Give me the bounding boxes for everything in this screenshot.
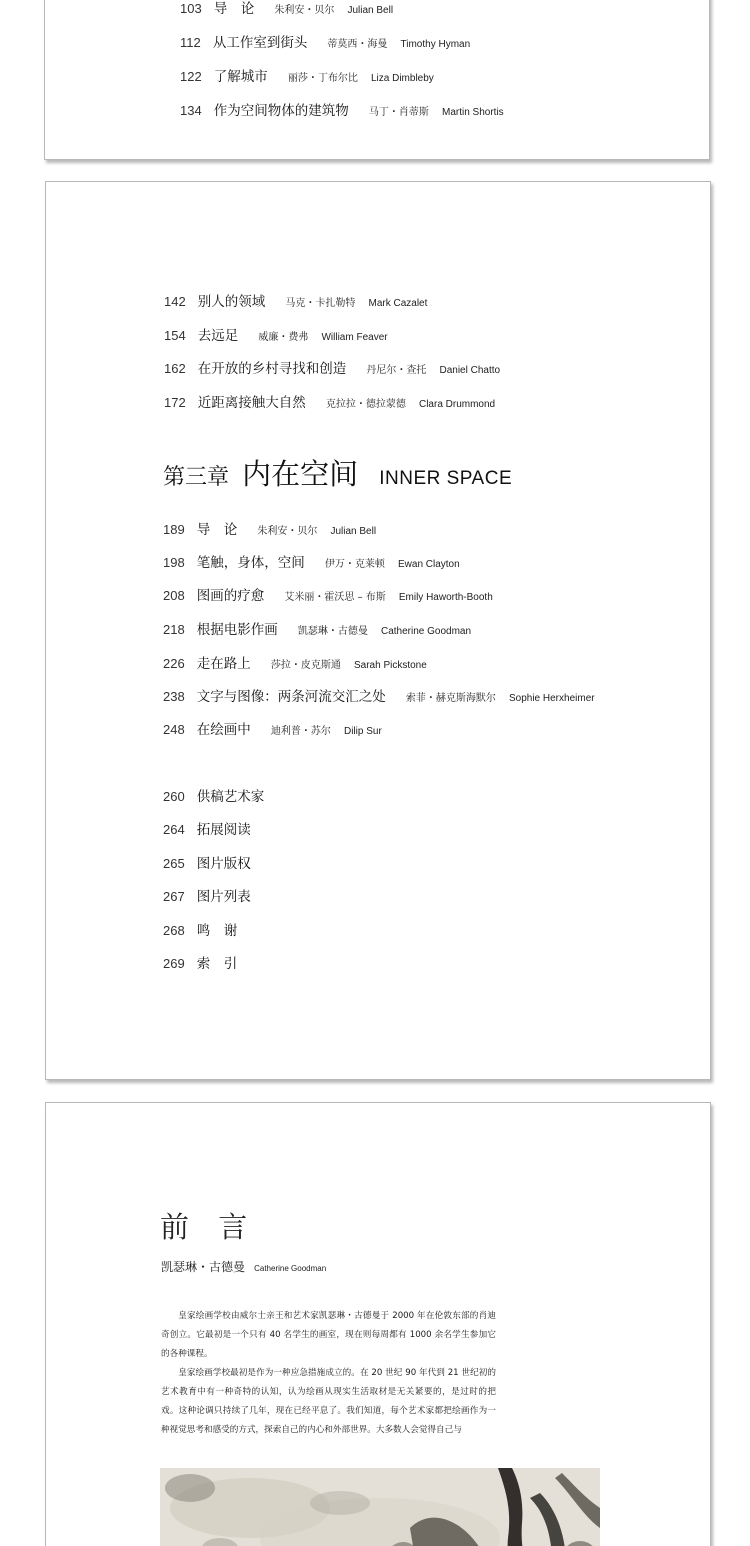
preface-paragraph: 皇家绘画学校最初是作为一种应急措施成立的。在 20 世纪 90 年代到 21 世纪初的艺术教育中有一种奇特的认知，认为绘画从现实生活取材是无关紧要的，是过时的把戏。这种论调只持续了几年，现在已经平息了。我们知道，每个艺术家都把绘画作为一种视觉思考和感受的方式，探索自己的内心和外部世界。大多数人会觉得自己与: [161, 1368, 496, 1435]
toc-page-number: 226: [163, 656, 185, 671]
toc-entry: [164, 327, 388, 344]
toc-author-cn: 朱利安・贝尔: [274, 5, 335, 16]
toc-title: 鸣 谢: [196, 923, 238, 939]
toc-author-en: Dilip Sur: [343, 726, 382, 737]
toc-page-number: 238: [163, 689, 185, 704]
toc-title: 从工作室到街头: [212, 35, 308, 51]
toc-author-en: Daniel Chatto: [439, 365, 501, 376]
toc-author-cn: 克拉拉・德拉蒙德: [325, 399, 406, 410]
toc-title: 作为空间物体的建筑物: [213, 103, 349, 119]
toc-entry-back: [163, 955, 252, 972]
toc-entry: [163, 621, 471, 638]
preface-paragraph: 皇家绘画学校由威尔士亲王和艺术家凯瑟琳・古德曼于 2000 年在伦敦东部的肖迪奇创立。它最初是一个只有 40 名学生的画室，现在则每周都有 1000 余名学生参加它的各种课程。: [161, 1311, 496, 1359]
toc-author-cn: 丽莎・丁布尔比: [287, 73, 358, 84]
toc-author-cn: 艾米丽・霍沃思 – 布斯: [284, 592, 386, 603]
toc-entry: [180, 0, 393, 17]
toc-title: 在绘画中: [196, 722, 251, 738]
preface-body: [161, 1307, 496, 1440]
toc-author-en: Sophie Herxheimer: [508, 693, 595, 704]
toc-title: 拓展阅读: [196, 822, 251, 838]
toc-author-en: Timothy Hyman: [400, 39, 471, 50]
toc-author-en: Ewan Clayton: [397, 559, 460, 570]
toc-author-cn: 莎拉・皮克斯通: [270, 660, 341, 671]
toc-page-number: 267: [163, 889, 185, 904]
toc-entry: [163, 655, 427, 672]
page-toc-part-2: [45, 181, 711, 1080]
chapter-heading: [163, 457, 513, 491]
toc-entry: [180, 102, 504, 119]
toc-entry: [180, 68, 434, 85]
toc-title: 导 论: [213, 1, 255, 17]
toc-title: 了解城市: [213, 69, 268, 85]
toc-entry: [164, 360, 500, 377]
chapter-title: 内在空间: [242, 457, 359, 491]
toc-page-number: 264: [163, 822, 185, 837]
toc-author-cn: 丹尼尔・查托: [366, 365, 427, 376]
toc-page-number: 122: [180, 69, 202, 84]
toc-title: 图片版权: [196, 856, 251, 872]
toc-author-cn: 朱利安・贝尔: [257, 526, 318, 537]
toc-author-en: Julian Bell: [330, 526, 377, 537]
toc-page-number: 142: [164, 294, 186, 309]
toc-entry-back: [163, 788, 279, 805]
toc-page-number: 112: [180, 35, 201, 50]
chapter-title-en: INNER SPACE: [379, 468, 513, 489]
toc-entry-back: [163, 888, 266, 905]
toc-author-en: William Feaver: [321, 332, 388, 343]
toc-title: 供稿艺术家: [196, 789, 265, 805]
toc-entry: [163, 554, 460, 571]
toc-author-en: Emily Haworth-Booth: [398, 592, 493, 603]
toc-author-en: Liza Dimbleby: [370, 73, 434, 84]
toc-page-number: 189: [163, 522, 185, 537]
toc-author-en: Clara Drummond: [418, 399, 496, 410]
toc-title: 导 论: [196, 522, 238, 538]
toc-page-number: 218: [163, 622, 185, 637]
toc-title: 笔触，身体，空间: [196, 555, 305, 571]
toc-entry: [163, 587, 493, 604]
toc-entry: [163, 688, 595, 705]
toc-page-number: 103: [180, 1, 202, 16]
preface-title: 前 言: [160, 1210, 258, 1244]
toc-author-cn: 迪利普・苏尔: [270, 726, 331, 737]
toc-author-en: Sarah Pickstone: [353, 660, 427, 671]
preface-author-en: Catherine Goodman: [254, 1264, 327, 1273]
page-toc-part-1: [44, 0, 710, 160]
page-preface: [45, 1102, 711, 1546]
toc-entry: [163, 721, 382, 738]
toc-entry: [180, 34, 470, 51]
toc-page-number: 172: [164, 395, 186, 410]
toc-title: 别人的领域: [197, 294, 266, 310]
toc-entry-back: [163, 821, 266, 838]
toc-author-cn: 威廉・费弗: [258, 332, 309, 343]
chapter-label: 第三章: [163, 465, 230, 490]
toc-title: 图片列表: [196, 889, 251, 905]
toc-author-cn: 伊万・克莱顿: [324, 559, 385, 570]
toc-author-cn: 马丁・肖蒂斯: [368, 107, 429, 118]
toc-page-number: 269: [163, 956, 185, 971]
toc-entry: [164, 293, 427, 310]
toc-author-cn: 马克・卡扎勒特: [285, 298, 356, 309]
toc-page-number: 208: [163, 588, 185, 603]
toc-entry: [163, 521, 376, 538]
toc-title: 根据电影作画: [196, 622, 278, 638]
toc-author-cn: 索菲・赫克斯海默尔: [405, 693, 496, 704]
toc-author-en: Catherine Goodman: [380, 626, 472, 637]
toc-author-en: Mark Cazalet: [368, 298, 428, 309]
toc-title: 去远足: [197, 328, 239, 344]
toc-page-number: 198: [163, 555, 185, 570]
toc-author-en: Martin Shortis: [441, 107, 504, 118]
toc-page-number: 134: [180, 103, 202, 118]
toc-page-number: 260: [163, 789, 185, 804]
toc-title: 索 引: [196, 956, 238, 972]
toc-author-en: Julian Bell: [347, 5, 394, 16]
toc-author-cn: 凯瑟琳・古德曼: [297, 626, 368, 637]
toc-title: 走在路上: [196, 656, 251, 672]
toc-title: 图画的疗愈: [196, 588, 265, 604]
toc-author-cn: 蒂莫西・海曼: [327, 39, 388, 50]
toc-page-number: 154: [164, 328, 186, 343]
toc-entry-back: [163, 922, 252, 939]
artwork-image: [160, 1468, 600, 1546]
ink-drawing-illustration: [160, 1468, 600, 1546]
toc-title: 近距离接触大自然: [197, 395, 306, 411]
toc-title: 在开放的乡村寻找和创造: [197, 361, 347, 377]
toc-title: 文字与图像：两条河流交汇之处: [196, 689, 386, 705]
toc-entry-back: [163, 855, 266, 872]
toc-page-number: 268: [163, 923, 185, 938]
toc-page-number: 248: [163, 722, 185, 737]
preface-author: [161, 1258, 326, 1274]
toc-page-number: 162: [164, 361, 186, 376]
preface-author-cn: 凯瑟琳・古德曼: [161, 1260, 246, 1274]
toc-entry: [164, 394, 495, 411]
toc-page-number: 265: [163, 856, 185, 871]
